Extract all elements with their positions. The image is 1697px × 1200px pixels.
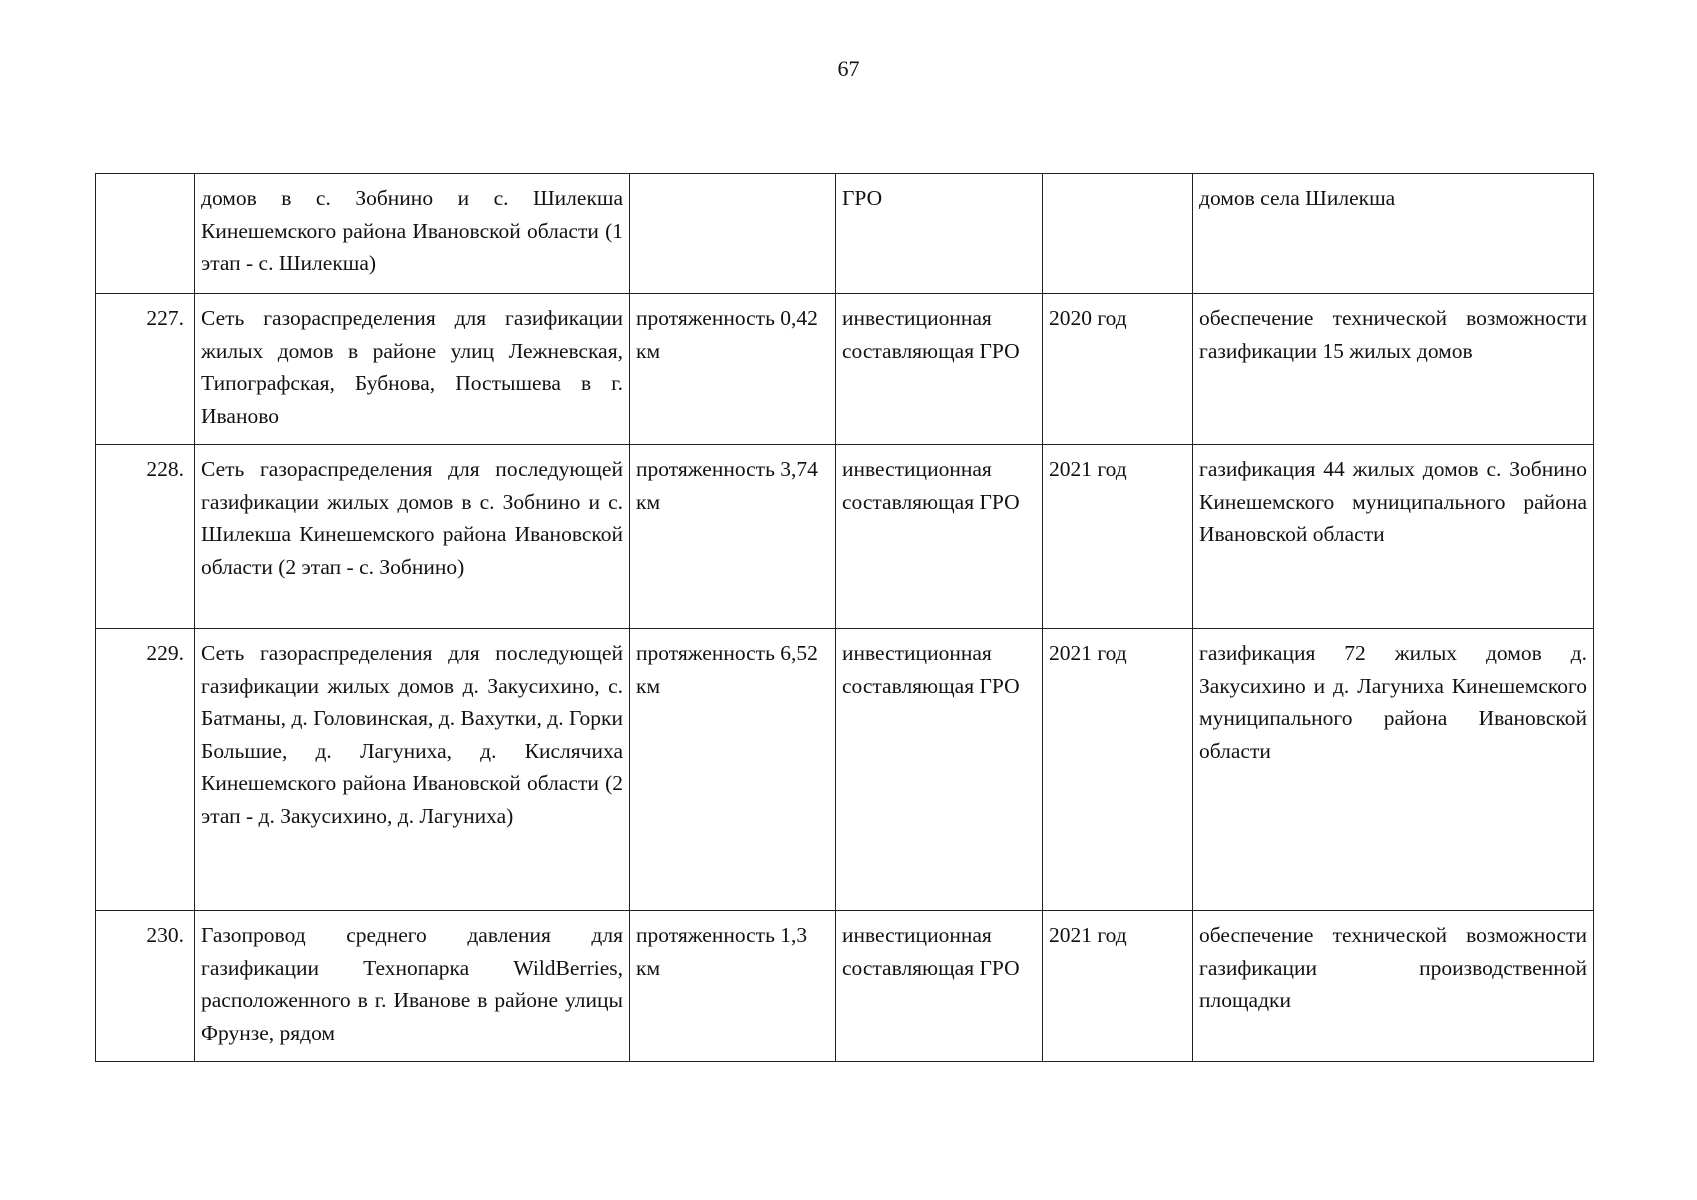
row-number <box>96 174 195 294</box>
funding-source: инвестиционная составляющая ГРО <box>836 294 1043 445</box>
object-params: протяженность 1,3 км <box>630 911 836 1062</box>
row-number: 227. <box>96 294 195 445</box>
object-name: Сеть газораспределения для газификации жилых домов в районе улиц Лежневская, Типографская, Бубнова, Постышева в г. Иваново <box>195 294 630 445</box>
expected-result: обеспечение технической возможности газификации производственной площадки <box>1193 911 1594 1062</box>
object-params: протяженность 0,42 км <box>630 294 836 445</box>
funding-source: инвестиционная составляющая ГРО <box>836 445 1043 629</box>
object-name: домов в с. Зобнино и с. Шилекша Кинешемского района Ивановской области (1 этап - с. Шилекша) <box>195 174 630 294</box>
object-name: Сеть газораспределения для последующей газификации жилых домов в с. Зобнино и с. Шилекша Кинешемского района Ивановской области (2 этап - с. Зобнино) <box>195 445 630 629</box>
table-row <box>96 911 1594 1062</box>
table-row <box>96 629 1594 911</box>
object-params: протяженность 6,52 км <box>630 629 836 911</box>
row-number: 230. <box>96 911 195 1062</box>
funding-source: ГРО <box>836 174 1043 294</box>
document-table <box>95 173 1594 1062</box>
table-row <box>96 294 1594 445</box>
table-row <box>96 445 1594 629</box>
completion-year: 2021 год <box>1043 629 1193 911</box>
row-number: 228. <box>96 445 195 629</box>
object-params: протяженность 3,74 км <box>630 445 836 629</box>
completion-year: 2021 год <box>1043 445 1193 629</box>
expected-result: газификация 72 жилых домов д. Закусихино и д. Лагуниха Кинешемского муниципального района Ивановской области <box>1193 629 1594 911</box>
table-row <box>96 174 1594 294</box>
completion-year: 2020 год <box>1043 294 1193 445</box>
page-number: 67 <box>837 56 860 81</box>
funding-source: инвестиционная составляющая ГРО <box>836 911 1043 1062</box>
expected-result: обеспечение технической возможности газификации 15 жилых домов <box>1193 294 1594 445</box>
expected-result: газификация 44 жилых домов с. Зобнино Кинешемского муниципального района Ивановской области <box>1193 445 1594 629</box>
funding-source: инвестиционная составляющая ГРО <box>836 629 1043 911</box>
row-number: 229. <box>96 629 195 911</box>
object-name: Газопровод среднего давления для газификации Технопарка WildBerries, расположенного в г. Иванове в районе улицы Фрунзе, рядом <box>195 911 630 1062</box>
object-params <box>630 174 836 294</box>
completion-year: 2021 год <box>1043 911 1193 1062</box>
completion-year <box>1043 174 1193 294</box>
expected-result: домов села Шилекша <box>1193 174 1594 294</box>
object-name: Сеть газораспределения для последующей газификации жилых домов д. Закусихино, с. Батманы, д. Головинская, д. Вахутки, д. Горки Большие, д. Лагуниха, д. Кислячиха Кинешемского района Ивановской области (2 этап - д. Закусихино, д. Лагуниха) <box>195 629 630 911</box>
